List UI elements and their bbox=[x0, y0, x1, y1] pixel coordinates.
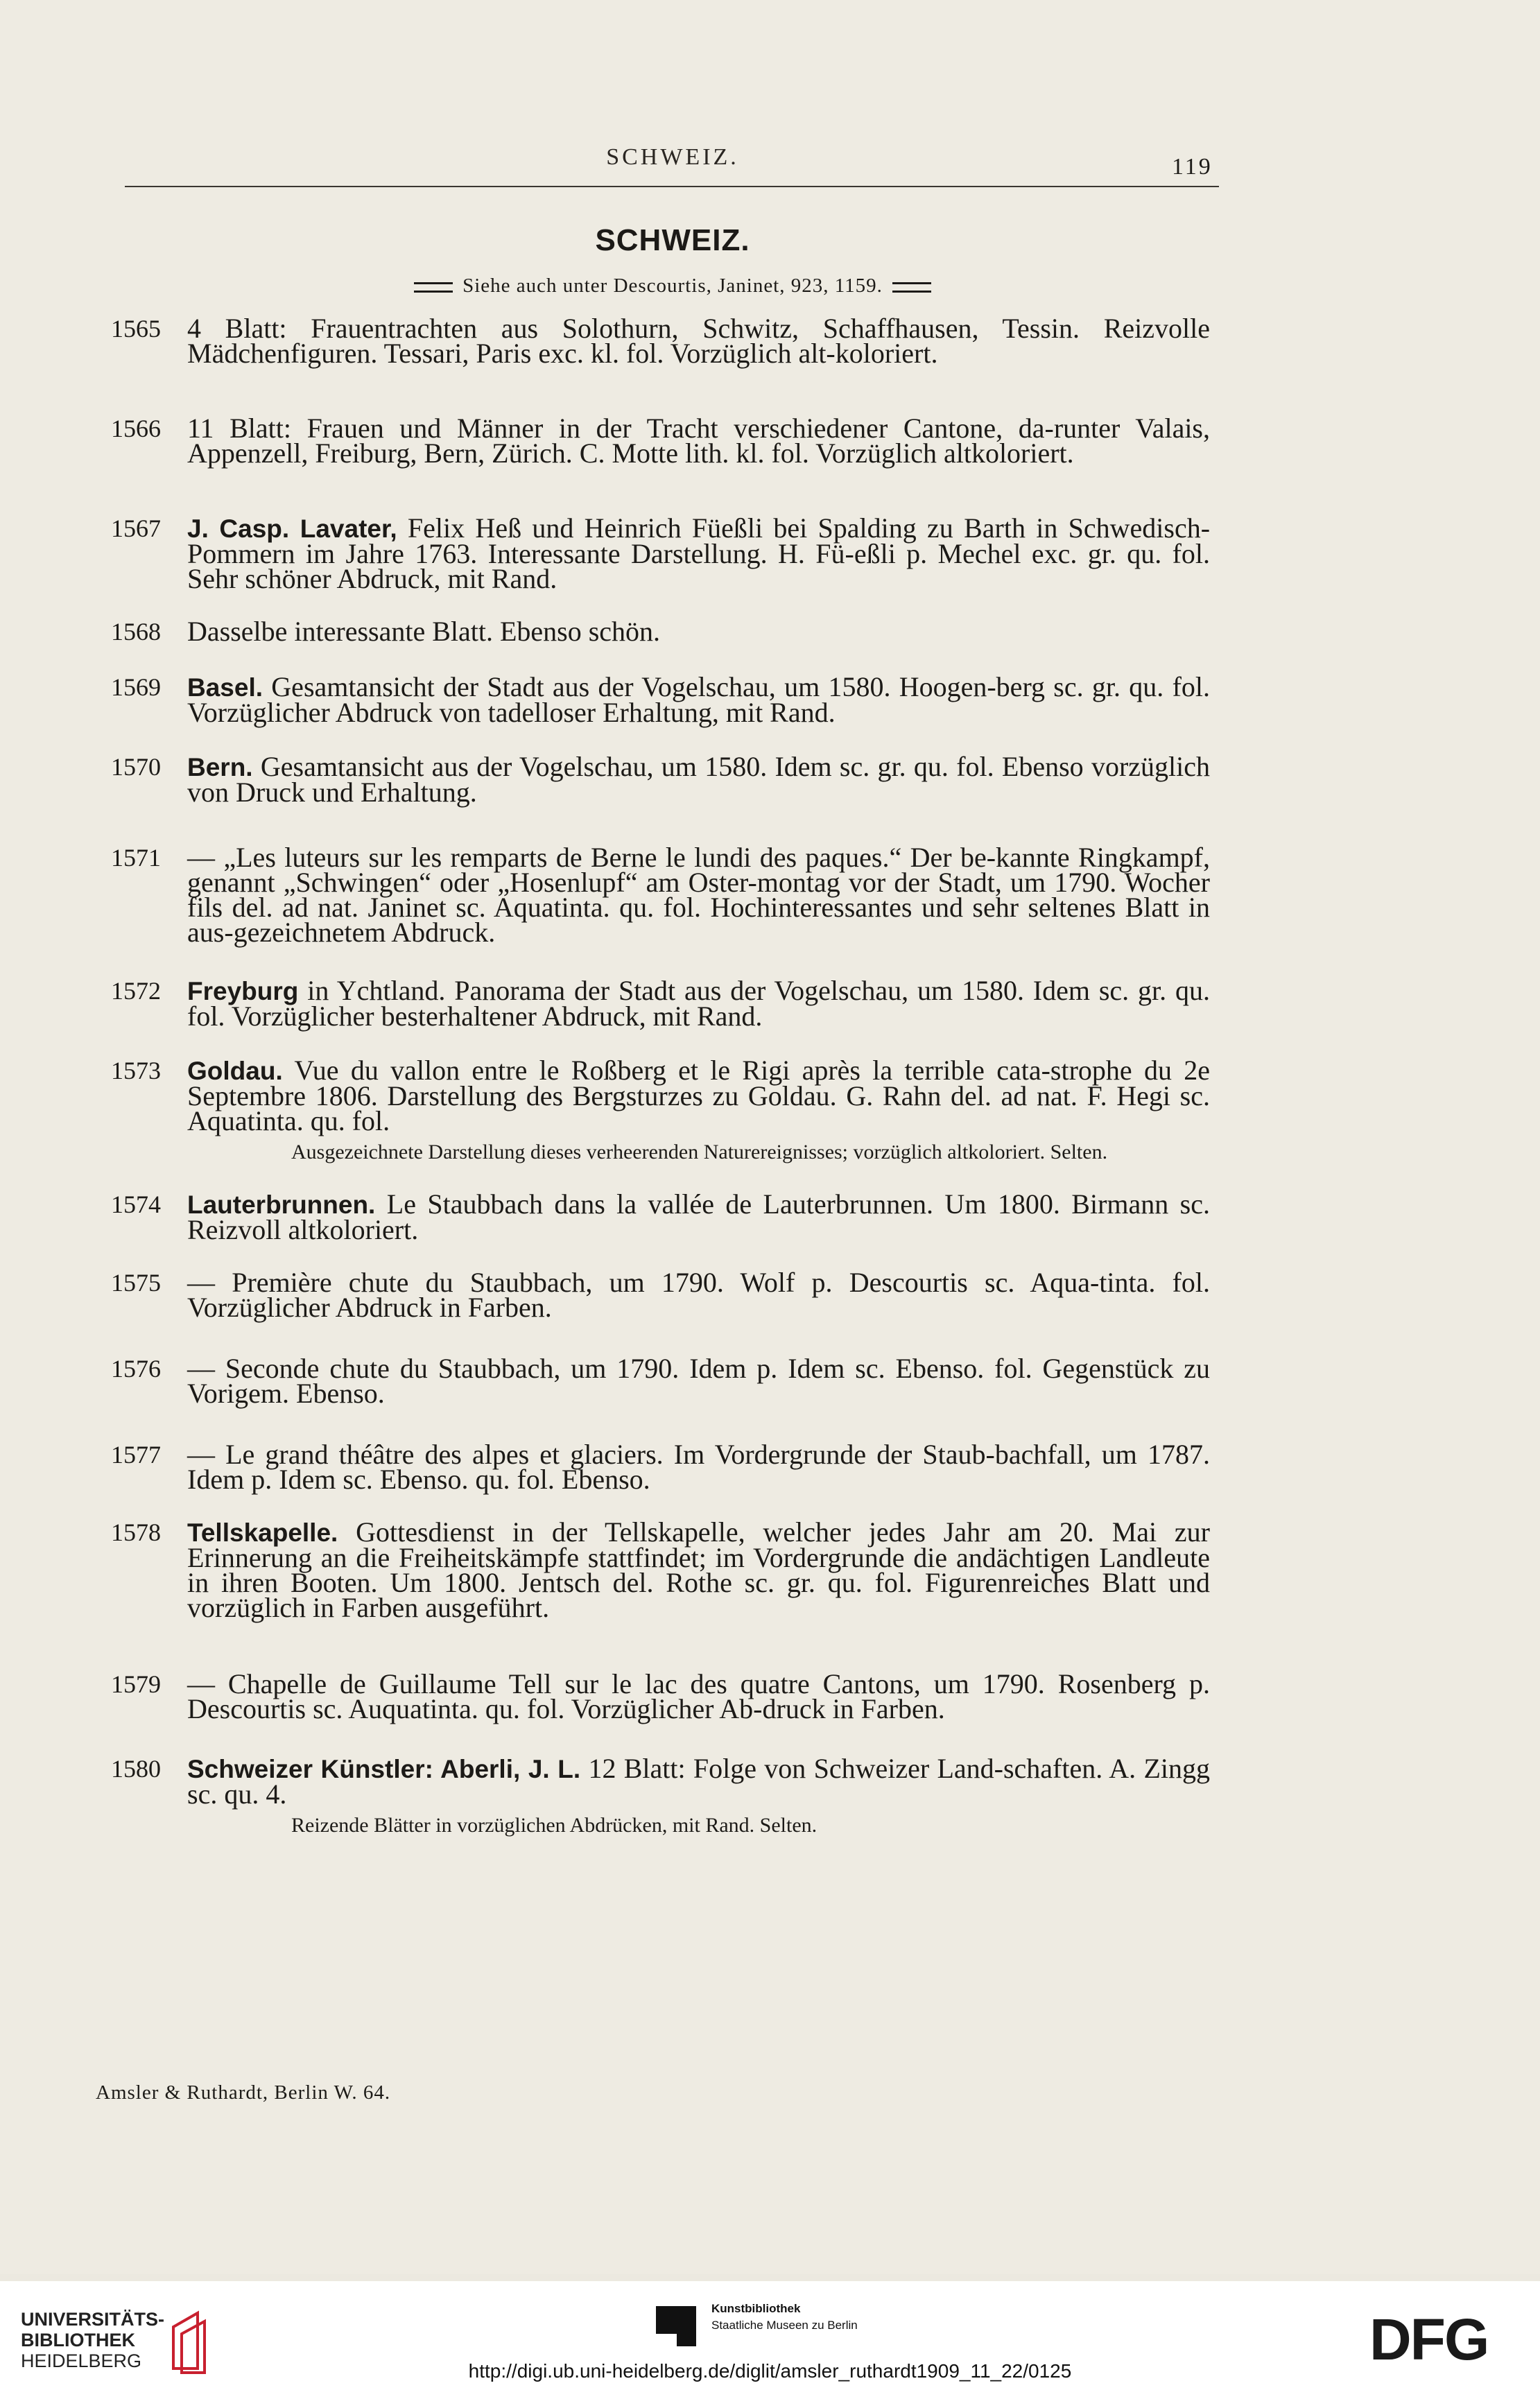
list-item bbox=[111, 1439, 1210, 1495]
page-number: 119 bbox=[1172, 154, 1213, 180]
lot-number: 1574 bbox=[111, 1190, 161, 1218]
kunstbibliothek-logo[interactable] bbox=[656, 2301, 858, 2334]
lot-number: 1573 bbox=[111, 1057, 161, 1084]
entry-heading: J. Casp. Lavater, bbox=[187, 514, 397, 543]
entry-text: — Seconde chute du Staubbach, um 1790. Idem p. Idem sc. Ebenso. fol. Gegenstück zu Vorigem. Ebenso. bbox=[187, 1353, 1210, 1409]
lot-number: 1568 bbox=[111, 618, 161, 646]
lot-number: 1571 bbox=[111, 844, 161, 872]
see-also-line bbox=[0, 275, 1345, 297]
permalink-url[interactable]: http://digi.ub.uni-heidelberg.de/diglit/amsler_ruthardt1909_11_22/0125 bbox=[468, 2360, 1072, 2382]
entry-text: Vue du vallon entre le Roßberg et le Rigi après la terrible cata-strophe du 2e Septembre 1806. Darstellung des Bergsturzes zu Goldau. G. Rahn del. ad nat. F. Hegi sc. Aquatinta. qu. fol. bbox=[187, 1055, 1211, 1136]
list-item bbox=[111, 842, 1210, 948]
logo-line: BIBLIOTHEK bbox=[21, 2330, 135, 2350]
see-also-text: Siehe auch unter Descourtis, Janinet, 923, 1159. bbox=[462, 275, 883, 297]
entry-text: 4 Blatt: Frauentrachten aus Solothurn, Schwitz, Schaffhausen, Tessin. Reizvolle Mädchenfiguren. Tessari, Paris exc. kl. fol. Vorzüglich alt-koloriert. bbox=[187, 313, 1210, 369]
lot-number: 1572 bbox=[111, 977, 161, 1005]
entry-heading: Lauterbrunnen. bbox=[187, 1190, 376, 1219]
lot-number: 1577 bbox=[111, 1441, 161, 1469]
list-item bbox=[111, 671, 1210, 728]
list-item bbox=[111, 1753, 1211, 1837]
logo-title: Kunstbibliothek bbox=[711, 2302, 801, 2315]
entry-heading: Tellskapelle. bbox=[187, 1518, 338, 1547]
kunstbibliothek-mark-icon bbox=[656, 2306, 696, 2346]
entry-text: — Le grand théâtre des alpes et glaciers. Im Vordergrunde der Staub-bachfall, um 1787. Idem p. Idem sc. Ebenso. qu. fol. Ebenso. bbox=[187, 1439, 1210, 1495]
list-item bbox=[111, 1055, 1211, 1164]
logo-line: UNIVERSITÄTS- bbox=[21, 2309, 165, 2330]
lot-number: 1579 bbox=[111, 1670, 161, 1698]
list-item bbox=[111, 413, 1210, 469]
list-item bbox=[111, 1267, 1210, 1323]
entry-heading: Freyburg bbox=[187, 977, 299, 1005]
list-item bbox=[111, 313, 1210, 369]
running-head: SCHWEIZ. bbox=[606, 144, 739, 170]
list-item bbox=[111, 1188, 1211, 1245]
entry-heading: Basel. bbox=[187, 673, 263, 702]
list-item bbox=[111, 1516, 1210, 1623]
header-rule bbox=[125, 186, 1219, 187]
entry-text: Felix Heß und Heinrich Füeßli bei Spalding zu Barth in Schwedisch-Pommern im Jahre 1763. Interessante Darstellung. H. Fü-eßli p. Mechel exc. gr. qu. fol. Sehr schöner Abdruck, mit Rand. bbox=[187, 512, 1211, 594]
entry-text: Dasselbe interessante Blatt. Ebenso schön. bbox=[187, 616, 661, 647]
entry-text: in Ychtland. Panorama der Stadt aus der Vogelschau, um 1580. Idem sc. gr. qu. fol. Vorzüglicher besterhaltener Abdruck, mit Rand. bbox=[187, 975, 1211, 1032]
entry-text: 11 Blatt: Frauen und Männer in der Tracht verschiedener Cantone, da-runter Valais, Appenzell, Freiburg, Bern, Zürich. C. Motte lith. kl. fol. Vorzüglich altkoloriert. bbox=[187, 413, 1210, 469]
entry-note: Ausgezeichnete Darstellung dieses verheerenden Naturereignisses; vorzüglich altkoloriert. Selten. bbox=[291, 1141, 1108, 1163]
entry-heading: Goldau. bbox=[187, 1057, 283, 1085]
logo-subtitle: Staatliche Museen zu Berlin bbox=[711, 2319, 858, 2332]
entry-text: Le Staubbach dans la vallée de Lauterbrunnen. Um 1800. Birmann sc. Reizvoll altkoloriert. bbox=[187, 1188, 1211, 1245]
entry-text: Gesamtansicht der Stadt aus der Vogelschau, um 1580. Hoogen-berg sc. gr. qu. fol. Vorzüglicher Abdruck von tadelloser Erhaltung, mit Rand. bbox=[187, 671, 1210, 728]
list-item bbox=[111, 512, 1211, 594]
lot-number: 1576 bbox=[111, 1355, 161, 1383]
lot-number: 1578 bbox=[111, 1518, 161, 1546]
lot-number: 1580 bbox=[111, 1755, 161, 1783]
dfg-logo[interactable]: DFG bbox=[1369, 2307, 1489, 2372]
viewer-footer-bar bbox=[0, 2281, 1540, 2390]
list-item bbox=[111, 1668, 1210, 1724]
lot-number: 1570 bbox=[111, 753, 161, 781]
publisher-imprint: Amsler & Ruthardt, Berlin W. 64. bbox=[96, 2081, 391, 2104]
lot-number: 1566 bbox=[111, 415, 161, 442]
entry-text: Gesamtansicht aus der Vogelschau, um 1580. Idem sc. gr. qu. fol. Ebenso vorzüglich von Druck und Erhaltung. bbox=[187, 751, 1210, 808]
list-item bbox=[111, 975, 1211, 1032]
lot-number: 1569 bbox=[111, 673, 161, 701]
entry-text: — „Les luteurs sur les remparts de Berne le lundi des paques.“ Der be-kannte Ringkampf, genannt „Schwingen“ oder „Hosenlupf“ am Oster-montag vor der Stadt, um 1790. Wocher fils del. ad nat. Janinet sc. Aquatinta. qu. fol. Hochinteressantes und sehr seltenes Blatt in aus-gezeichnetem Abdruck. bbox=[187, 842, 1210, 948]
double-rule-left bbox=[414, 282, 453, 293]
entry-list bbox=[111, 313, 1211, 1837]
entry-heading: Bern. bbox=[187, 753, 253, 781]
list-item bbox=[111, 751, 1210, 808]
entry-heading: Schweizer Künstler: Aberli, J. L. bbox=[187, 1755, 581, 1783]
double-rule-right bbox=[892, 282, 931, 293]
lot-number: 1565 bbox=[111, 315, 161, 343]
lot-number: 1567 bbox=[111, 514, 161, 542]
entry-text: Gottesdienst in der Tellskapelle, welcher jedes Jahr am 20. Mai zur Erinnerung an die Freiheitskämpfe stattfindet; im Vordergrunde die andächtigen Landleute in ihren Booten. Um 1800. Jentsch del. Rothe sc. gr. qu. fol. Figurenreiches Blatt und vorzüglich in Farben ausgeführt. bbox=[187, 1516, 1210, 1623]
list-item bbox=[111, 616, 1210, 647]
entry-note: Reizende Blätter in vorzüglichen Abdrücken, mit Rand. Selten. bbox=[291, 1814, 817, 1837]
logo-line: HEIDELBERG bbox=[21, 2350, 142, 2371]
entry-text: — Première chute du Staubbach, um 1790. Wolf p. Descourtis sc. Aqua-tinta. fol. Vorzüglicher Abdruck in Farben. bbox=[187, 1267, 1210, 1323]
list-item bbox=[111, 1353, 1210, 1409]
lot-number: 1575 bbox=[111, 1269, 161, 1297]
entry-text: 12 Blatt: Folge von Schweizer Land-schaften. A. Zingg sc. qu. 4. bbox=[187, 1753, 1211, 1810]
section-title: SCHWEIZ. bbox=[595, 223, 750, 257]
entry-text: — Chapelle de Guillaume Tell sur le lac des quatre Cantons, um 1790. Rosenberg p. Descourtis sc. Auquatinta. qu. fol. Vorzüglicher Ab-druck in Farben. bbox=[187, 1668, 1210, 1724]
